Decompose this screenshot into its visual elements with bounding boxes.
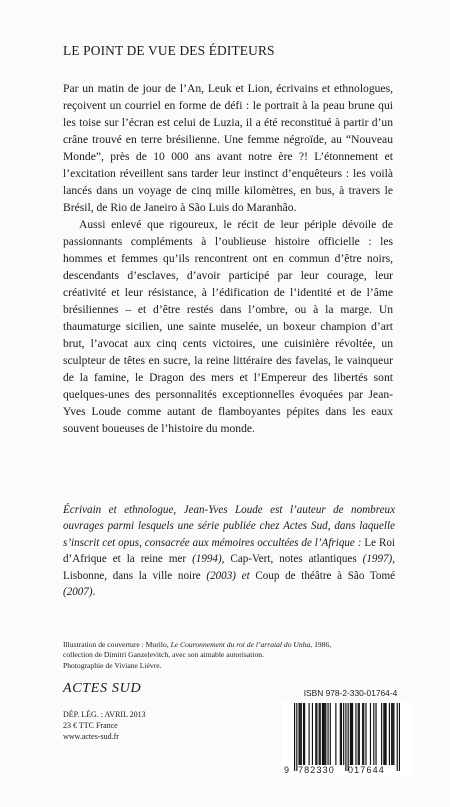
barcode-bar (393, 703, 394, 765)
barcode-bar (312, 703, 313, 765)
barcode-bar (399, 703, 400, 771)
barcode-bar (296, 703, 297, 771)
summary-paragraph-1: Par un matin de jour de l’An, Leuk et Lion, écrivains et ethnologues, reçoivent un courriel en forme de défi : le portrait à la peau brune qui les toise sur l’écran est celui de Luzia, il a été reconstitué à partir d’un crâne trouvé en terre brésilienne. Une femme négroïde, au “Nouveau Monde”, près de 10 000 ans avant notre ère ?! L’étonnement et l’excitation réveillent sans tarder leur instinct d’enquêteurs : les voilà lancés dans un voyage de cinq mille kilomètres, en bus, à travers le Brésil, de Rio de Janeiro à São Luis do Maranhão. (63, 82, 393, 214)
credit-line-2: collection de Dimitri Ganzelevitch, avec son aimable autorisation. (63, 650, 264, 660)
barcode-bar (319, 703, 320, 765)
bio-year-1: (1994), (192, 553, 225, 566)
barcode-bar (294, 703, 295, 771)
credit-line-1 (63, 640, 403, 650)
barcode-bar (340, 703, 341, 765)
barcode-bar (391, 703, 392, 765)
barcode-bar (355, 703, 356, 765)
cover-credits (63, 640, 403, 671)
barcode-bar (348, 703, 349, 771)
barcode-bar (323, 703, 324, 765)
isbn-label: ISBN 978-2-330-01764-4 (303, 688, 398, 698)
barcode-digits-left: 782330 (298, 765, 335, 775)
barcode-bar (316, 703, 317, 765)
credit-line-3: Photographie de Viviane Liévre. (63, 660, 162, 670)
barcode-bar (304, 703, 305, 765)
barcode-bar (298, 703, 299, 765)
barcode-bar (341, 703, 342, 765)
publisher-logo-text: ACTES SUD (63, 681, 142, 696)
barcode-bar (351, 703, 352, 765)
author-bio (63, 502, 395, 600)
bio-intro: Écrivain et ethnologue, Jean-Yves Loude est l’auteur de nombreux ouvrages parmi lesquels une série publiée chez Actes Sud, dans laquelle s’inscrit cet opus, consacrée aux mémoires occultées de l’Afrique : (63, 504, 395, 549)
bio-period: . (92, 586, 96, 599)
barcode-bar (300, 703, 301, 765)
legal-deposit: DÉP. LÉG. : AVRIL 2013 (63, 710, 146, 719)
barcode-bar (365, 703, 366, 765)
credit-artwork-title: Le Couronnement du roi de l’arraial do Unha (170, 640, 311, 649)
barcode-bar (350, 703, 351, 765)
website: www.actes-sud.fr (63, 732, 119, 742)
barcode-bar (383, 703, 384, 765)
barcode-bar (335, 703, 336, 765)
barcode-bar (358, 703, 359, 765)
barcode-bar (320, 703, 321, 765)
barcode-bar (303, 703, 304, 765)
bio-title-1: Le Roi d’Afrique et la reine mer (63, 536, 396, 566)
barcode-bar (315, 703, 316, 765)
bio-year-4: (2007) (63, 586, 93, 599)
barcode-bar (384, 703, 385, 765)
bio-title-3: Lisbonne, dans la ville noire (63, 569, 207, 582)
barcode-bar (322, 703, 323, 765)
barcode-bar (370, 703, 371, 765)
publication-info (63, 709, 146, 743)
bio-year-2: (1997), (362, 553, 396, 566)
bio-year-3: (2003) (206, 569, 236, 582)
barcode-digits (282, 765, 412, 777)
barcode-bar (389, 703, 390, 765)
price: 23 € TTC France (63, 721, 118, 731)
barcode-bar (343, 703, 344, 765)
credit-illustration: Illustration de couverture : Murilo, (63, 640, 171, 649)
barcode-bar (375, 703, 376, 765)
barcode-bars (294, 703, 400, 771)
bio-conjunction: et (235, 569, 250, 582)
barcode-digit-first: 9 (284, 765, 290, 775)
credit-year: , 1986, (310, 640, 332, 649)
barcode-bar (392, 703, 393, 765)
barcode-bar (363, 703, 364, 765)
barcode-bar (352, 703, 353, 765)
summary-text (63, 80, 393, 437)
barcode-bar (324, 703, 325, 765)
barcode-bar (309, 703, 310, 765)
barcode-bar (325, 703, 326, 765)
barcode-bar (330, 703, 331, 765)
barcode-bar (385, 703, 386, 765)
section-heading: LE POINT DE VUE DES ÉDITEURS (63, 43, 275, 58)
barcode-bar (345, 703, 346, 771)
barcode (282, 701, 412, 777)
bio-title-2: Cap-Vert, notes atlantiques (224, 553, 363, 566)
barcode-bar (327, 703, 328, 765)
barcode-bar (381, 703, 382, 765)
barcode-bar (359, 703, 360, 765)
bio-title-4: Coup de théâtre à São Tomé (249, 569, 395, 582)
barcode-bar (362, 703, 363, 765)
barcode-bar (373, 703, 374, 765)
barcode-digits-right: 017644 (348, 765, 385, 775)
barcode-bar (397, 703, 398, 771)
summary-paragraph-2: Aussi enlevé que rigoureux, le récit de leur périple dévoile de passionnants compléments à l’oublieuse histoire officielle : les hommes et femmes qu’ils rencontrent ont en commun d’être noirs, descendants d’esclaves, d’avoir participé par leur courage, leur créativité et leur résistance, à l’édification de l’identité et de l’âme brésiliennes – et d’être restés dans l’ombre, ou à la marge. Un thaumaturge sicilien, une sainte muselée, un boxeur champion d’art brut, l’avocat aux cinq cents victoires, une cuisinière révoltée, un sculpteur de têtes en sucre, la reine littéraire des favelas, le vainqueur de la famine, le Dragon des mers et l’Empereur des libertés sont quelques-unes des personnalités exceptionnelles évoquées par Jean-Yves Loude comme autant de flamboyantes pépites dans les eaux souvent boueuses de l’histoire du monde. (63, 218, 393, 435)
barcode-bar (301, 703, 302, 765)
